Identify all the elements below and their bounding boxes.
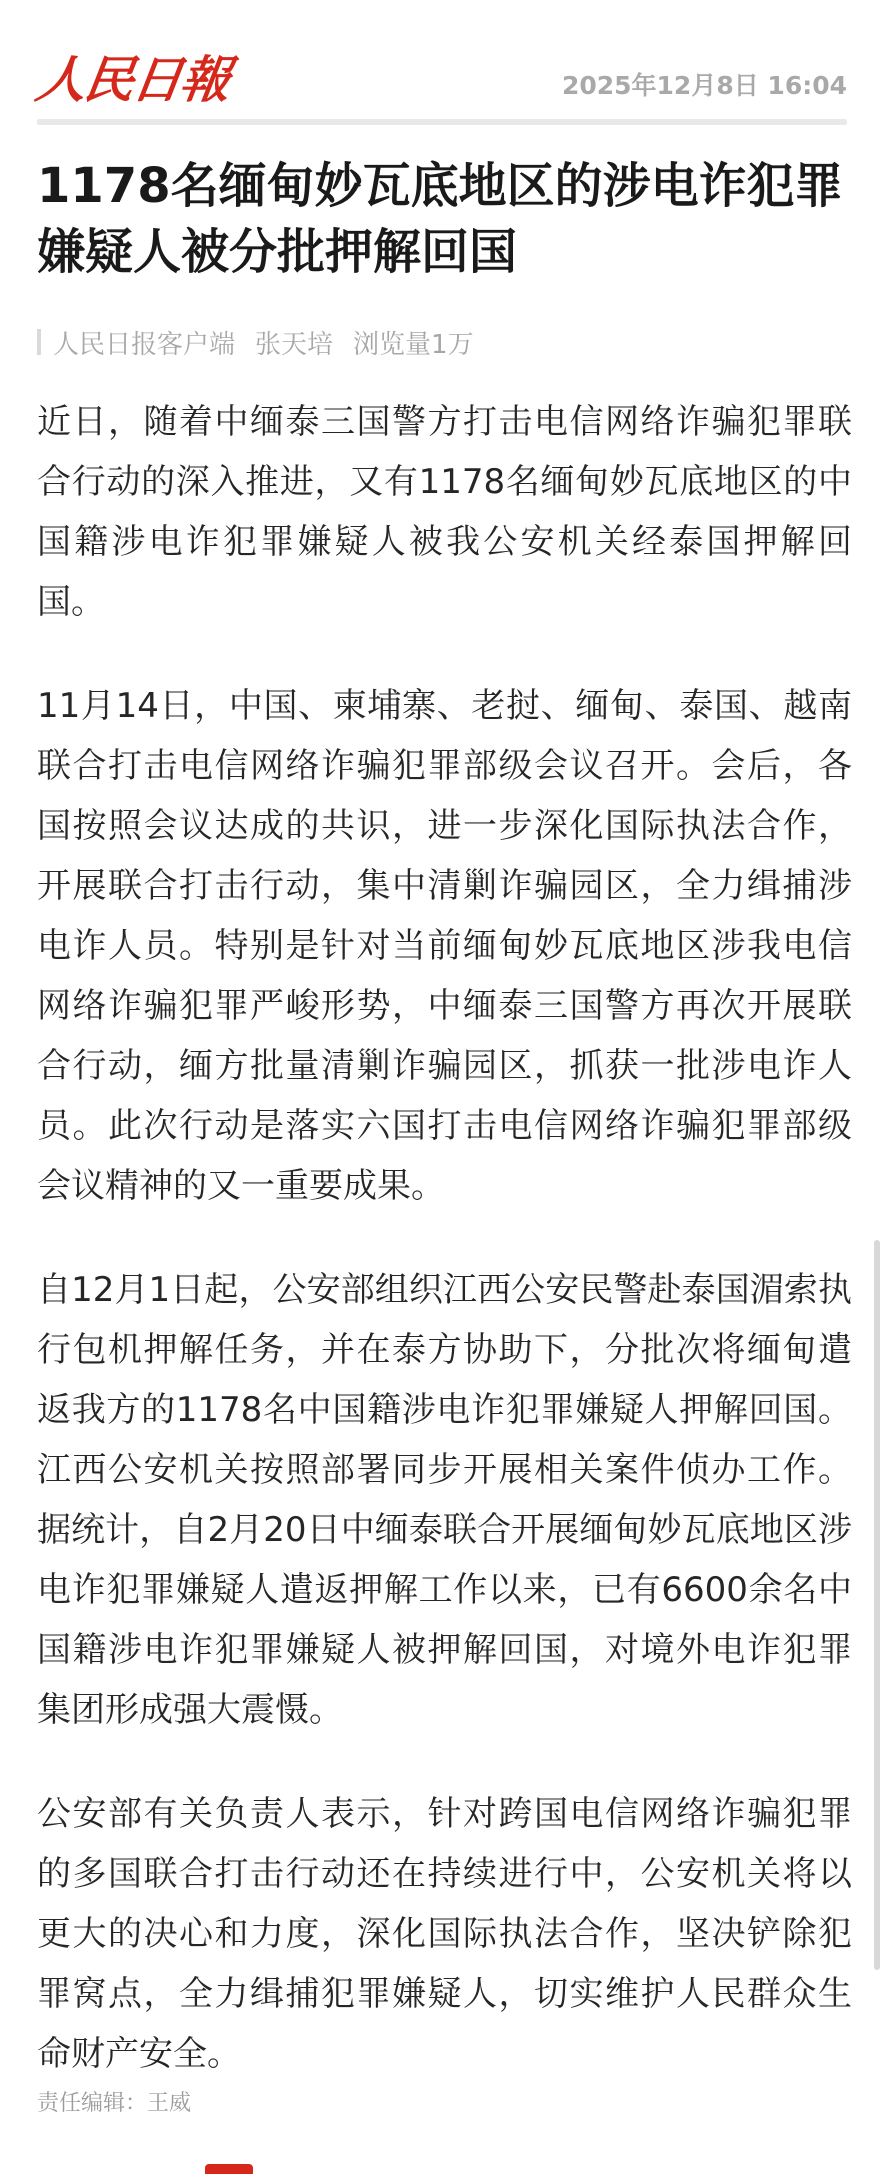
paragraph-4: 公安部有关负责人表示，针对跨国电信网络诈骗犯罪的多国联合打击行动还在持续进行中，公安机关将以更大的决心和力度，深化国际执法合作，坚决铲除犯罪窝点，全力缉捕犯罪嫌疑人，切实维护人民群众生命财产安全。 — [37, 1794, 852, 2074]
bottom-red-tab — [205, 2164, 253, 2174]
people-daily-logo[interactable]: 人民日報 — [32, 50, 233, 109]
article-title: 1178名缅甸妙瓦底地区的涉电诈犯罪嫌疑人被分批押解回国 — [37, 158, 843, 280]
article-meta — [37, 322, 474, 362]
scrollbar[interactable] — [874, 1240, 880, 1970]
meta-author: 张天培 — [255, 329, 334, 360]
meta-views: 浏览量1万 — [353, 329, 474, 360]
header-divider — [37, 119, 847, 125]
paragraph-3: 自12月1日起，公安部组织江西公安民警赴泰国湄索执行包机押解任务，并在泰方协助下，分批次将缅甸遣返我方的1178名中国籍涉电诈犯罪嫌疑人押解回国。江西公安机关按照部署同步开展相关案件侦办工作。据统计，自2月20日中缅泰联合开展缅甸妙瓦底地区涉电诈犯罪嫌疑人遣返押解工作以来，已有6600余名中国籍涉电诈犯罪嫌疑人被押解回国，对境外电诈犯罪集团形成强大震慑。 — [37, 1270, 852, 1730]
article-body — [37, 392, 852, 2128]
paragraph-1: 近日，随着中缅泰三国警方打击电信网络诈骗犯罪联合行动的深入推进，又有1178名缅甸妙瓦底地区的中国籍涉电诈犯罪嫌疑人被我公安机关经泰国押解回国。 — [37, 402, 852, 622]
meta-source: 人民日报客户端 — [53, 329, 236, 360]
publish-time: 2025年12月8日 16:04 — [561, 71, 847, 100]
responsible-editor: 责任编辑：王威 — [37, 2091, 192, 2116]
paragraph-2: 11月14日，中国、柬埔寨、老挝、缅甸、泰国、越南联合打击电信网络诈骗犯罪部级会议召开。会后，各国按照会议达成的共识，进一步深化国际执法合作，开展联合打击行动，集中清剿诈骗园区，全力缉捕涉电诈人员。特别是针对当前缅甸妙瓦底地区涉我电信网络诈骗犯罪严峻形势，中缅泰三国警方再次开展联合行动，缅方批量清剿诈骗园区，抓获一批涉电诈人员。此次行动是落实六国打击电信网络诈骗犯罪部级会议精神的又一重要成果。 — [37, 686, 852, 1206]
meta-accent-bar — [37, 329, 41, 355]
masthead — [32, 36, 847, 116]
